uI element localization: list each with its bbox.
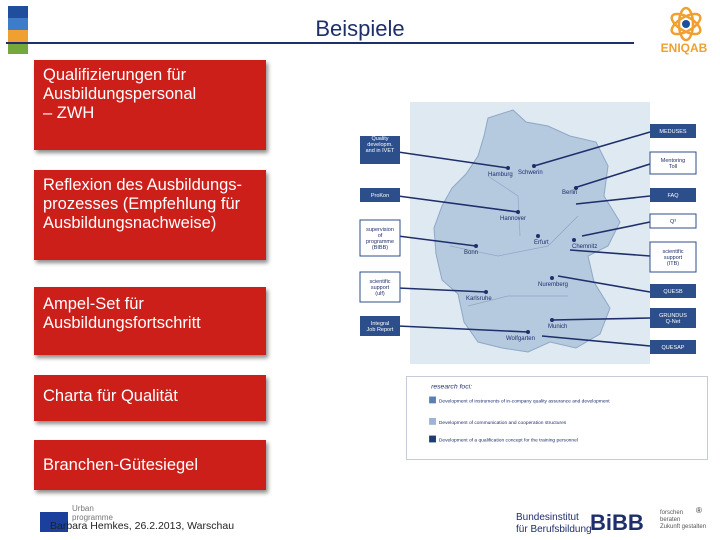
callout-text: Qualifizierungen für Ausbildungspersonal – ZWH [43,66,197,122]
title-divider [6,42,634,44]
city-label: Schwerin [518,170,543,176]
city-label: Hannover [500,216,527,222]
logo-text: ENIQAB [660,41,708,55]
city-label: Karlsruhe [466,296,492,302]
project-box-label: QUESAP [661,345,685,351]
callout-zwh [34,60,266,150]
callout-text: Charta für Qualität [43,387,178,405]
callout-reflexion [34,170,266,260]
callout-guetesiegel [34,440,266,490]
project-box-label: FAQ [667,193,679,199]
city-label: Munich [548,324,568,330]
page-title: Beispiele [315,16,405,41]
eniqab-logo [652,4,716,56]
project-box-label: GRUNDUS Q-Net [659,312,687,326]
project-box-label: Integral Job Report [366,320,394,334]
project-box-label: Mentoring Toll [660,157,686,171]
bibb-tagline: forschen beraten Zukunft gestalten [660,510,707,530]
bibb-institute-name: Bundesinstitut für Berufsbildung [516,512,592,535]
legend-swatch [429,418,436,425]
city-label: Nuremberg [538,282,569,288]
legend-item: Development of communication and cooperation structures [438,420,567,426]
project-box-label: Quality developm. and in IVET [365,135,395,155]
legend-swatch [429,397,436,404]
project-box-label: MEDUSES [659,129,687,135]
callout-charta [34,375,266,421]
eu-programme-label: Urban programme [72,504,113,522]
map-legend [406,376,708,460]
city-label: Erfurt [534,240,549,246]
callout-text: Branchen-Gütesiegel [43,456,199,474]
legend-item: Development of a qualification concept for the training personnel [438,438,578,444]
legend-title: research foci: [431,383,473,391]
project-box-label: Q³ [669,219,677,225]
footer-author-date: Barbara Hemkes, 26.2.2013, Warschau [50,520,235,532]
registered-mark: ® [696,506,702,515]
callout-ampel-set [34,287,266,355]
project-box-label: ProKon [370,193,390,199]
callout-text: Ampel-Set für Ausbildungsfortschritt [43,295,201,332]
city-label: Hamburg [488,172,513,178]
project-box-label: QUESB [663,289,683,295]
callout-text: Reflexion des Ausbildungs- prozesses (Empfehlung für Ausbildungsnachweise) [43,176,243,232]
city-label: Berlin [562,190,578,196]
germany-map [338,96,708,370]
project-box-label: supervision of programme (BIBB) [365,226,395,252]
bibb-logo: BiBB [590,510,644,535]
project-box-label: scientific support (ITB) [662,248,684,268]
legend-swatch [429,436,436,443]
city-label: Bonn [464,250,479,256]
project-box-label: scientific support (ulf) [369,278,391,298]
city-label: Chemnitz [572,244,598,250]
city-label: Wolfgarten [506,336,535,342]
legend-item: Development of instruments of in-company quality assurance and development [438,399,610,405]
